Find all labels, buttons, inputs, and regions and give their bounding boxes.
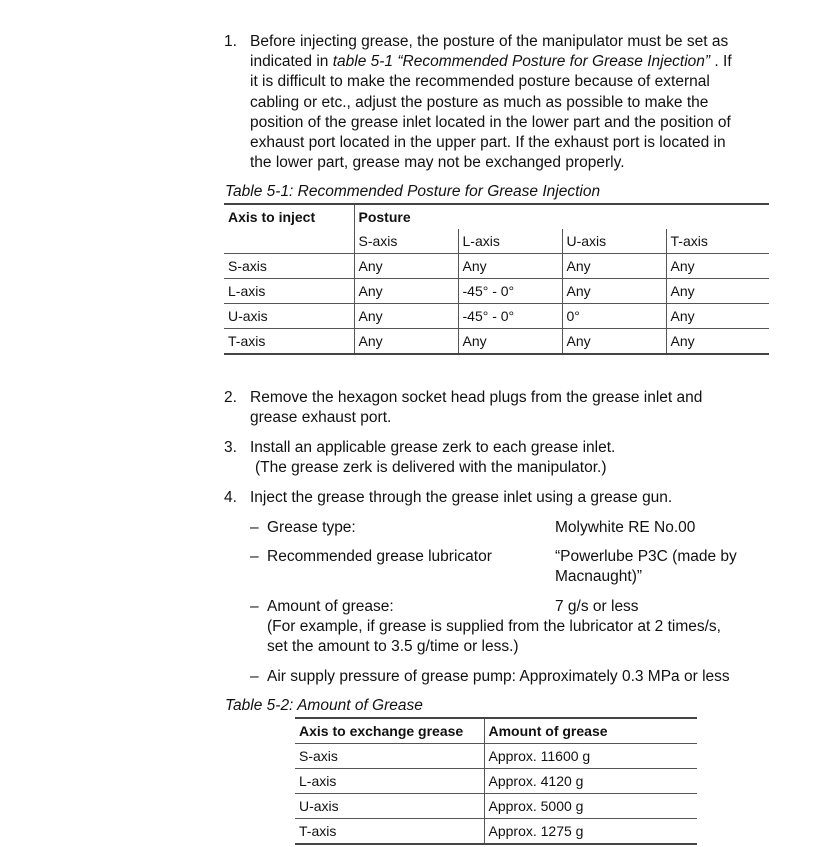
subheader-s-axis: S-axis (354, 229, 458, 254)
step-number: 3. (224, 439, 237, 456)
header-axis-to-exchange: Axis to exchange grease (295, 718, 484, 744)
header-amount: Amount of grease (484, 718, 697, 744)
subheader-u-axis: U-axis (562, 229, 666, 254)
grease-amount-value: 7 g/s or less (555, 598, 639, 615)
dash-bullet: – (250, 548, 259, 565)
subheader-t-axis: T-axis (666, 229, 769, 254)
step-number: 2. (224, 389, 237, 406)
step-number: 1. (224, 33, 237, 50)
subheader-l-axis: L-axis (458, 229, 562, 254)
step-3 (224, 438, 769, 478)
document-page: 1. Before injecting grease, the posture of the manipulator must be set as indicated in table 5-1 “Recommended Posture for Grease Injection” . If it is difficult to make the recommended posture because of external cabling or etc., adjust the posture as much as possible to make the position of the grease inlet located in the lower part and the position of exhaust port located in the upper part. If the exhaust port is located in the lower part, grease may not be exchanged properly. Table 5-1: Recommended Posture for Grease Injection Axis to inject Posture S-axis L-axis U-axis T-axis S-axis Any Any Any Any L-axis Any -45° - 0° Any Any U-axis Any -45° - 0° 0° Any T-axis Any Any Any Any 2. Remove the hexagon socket head plugs from the grease inlet and grease exhaust port. 3. Install an applicable grease zerk to each grease inlet. (The grease zerk is delivered with the manipulator.) 4. Inject the grease through the grease inlet using a grease gun. – Grease type: Molywhite RE No.00 – Recommended grease lubricator “Powerlube P3C (made by Macnaught)” – Amount of grease: 7 g/s or less (For example, if grease is supplied from the lubricator at 2 times/s, set the amount to 3.5 g/time or less.) – Air supply pressure of grease pump: Approximately 0.3 MPa or less Table 5-2: Amount of Grease Axis to exchange grease Amount of grease S-axis Approx. 11600 g L-axis Approx. 4120 g U-axis Approx. 5000 g T-axis Approx. 1275 g (0, 0, 838, 847)
table-row: L-axis Any -45° - 0° Any Any (224, 279, 769, 304)
step-text: Remove the hexagon socket head plugs from the grease inlet and grease exhaust port. (250, 389, 703, 427)
table-row: U-axis Approx. 5000 g (295, 794, 697, 819)
dash-bullet: – (250, 519, 259, 536)
step-2 (224, 388, 769, 428)
step-1 (224, 32, 769, 173)
table-row: T-axis Approx. 1275 g (295, 819, 697, 845)
table-row: T-axis Any Any Any Any (224, 329, 769, 355)
table-row: S-axis Approx. 11600 g (295, 744, 697, 769)
table-reference-link[interactable]: table 5-1 “Recommended Posture for Grease Injection” (332, 53, 711, 71)
lubricator-value: “Powerlube P3C (made by (555, 548, 737, 565)
grease-type-value: Molywhite RE No.00 (555, 519, 696, 536)
header-axis-to-inject: Axis to inject (224, 204, 354, 229)
posture-table (224, 203, 769, 355)
dash-bullet: – (250, 668, 259, 685)
header-posture: Posture (354, 204, 769, 229)
table-row: U-axis Any -45° - 0° 0° Any (224, 304, 769, 329)
step-text: Before injecting grease, the posture of the manipulator must be set as indicated in table 5-1 “Recommended Posture for Grease Injection” . If it is difficult to make the recommended posture because of external cabling or etc., adjust the posture as much as possible to make the position of the grease inlet located in the lower part and the position of exhaust port located in the upper part. If the exhaust port is located in the lower part, grease may not be exchanged properly. (250, 33, 732, 172)
step-text: Inject the grease through the grease inlet using a grease gun. (250, 489, 673, 506)
step-number: 4. (224, 489, 237, 506)
dash-bullet: – (250, 598, 259, 615)
table-row: S-axis Any Any Any Any (224, 254, 769, 279)
table-1-caption: Table 5-1: Recommended Posture for Grease Injection (225, 183, 601, 200)
table-2-caption: Table 5-2: Amount of Grease (225, 697, 423, 714)
grease-amount-table (295, 717, 697, 845)
step-text: Install an applicable grease zerk to each grease inlet. (The grease zerk is delivered with the manipulator.) (250, 439, 616, 477)
step-4 (224, 488, 769, 508)
table-row: L-axis Approx. 4120 g (295, 769, 697, 794)
